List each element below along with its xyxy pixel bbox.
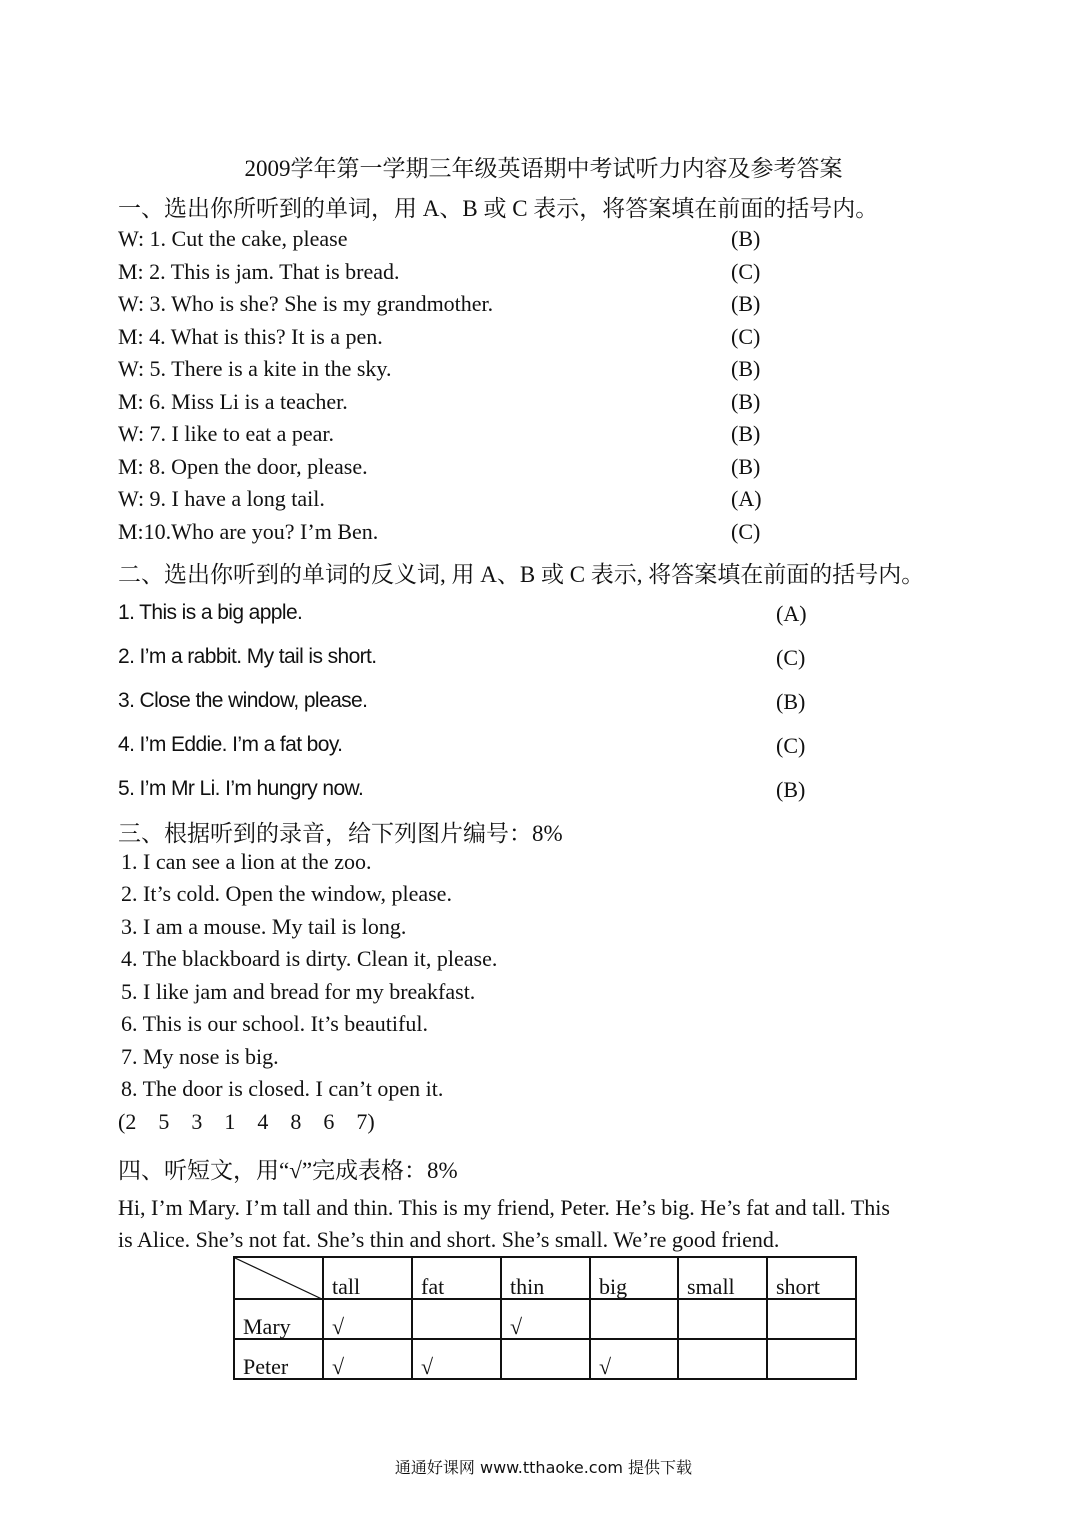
row-header: Peter (234, 1339, 323, 1379)
column-header: thin (501, 1257, 590, 1299)
section3-heading: 三、根据听到的录音，给下列图片编号：8% (118, 821, 563, 846)
section3-item: 8. The door is closed. I can’t open it. (121, 1076, 444, 1101)
section2-item-answer: (C) (776, 645, 806, 670)
section1-item-text: W: 3. Who is she? She is my grandmother. (118, 291, 494, 316)
page-title: 2009学年第一学期三年级英语期中考试听力内容及参考答案 (244, 156, 843, 181)
section1-item-text: M:10.Who are you? I’m Ben. (118, 519, 379, 544)
column-header: big (590, 1257, 678, 1299)
section3-item: 1. I can see a lion at the zoo. (121, 849, 372, 874)
table-cell (412, 1299, 501, 1339)
table-cell: √ (590, 1339, 678, 1379)
section4-paragraph-line2: is Alice. She’s not fat. She’s thin and short. She’s small. We’re good friend. (118, 1227, 780, 1252)
table-cell: √ (323, 1339, 412, 1379)
section3-item: 5. I like jam and bread for my breakfast. (121, 979, 476, 1004)
section1-item-answer: (B) (731, 356, 761, 381)
table-header-row (234, 1257, 856, 1299)
section1-item-answer: (C) (731, 519, 761, 544)
table-cell (767, 1339, 856, 1379)
section2-item-answer: (B) (776, 777, 806, 802)
section2-item-text: 2. I’m a rabbit. My tail is short. (118, 645, 377, 668)
section1-item-text: M: 2. This is jam. That is bread. (118, 259, 400, 284)
section3-answer: (2 5 3 1 4 8 6 7) (118, 1109, 375, 1134)
section1-item-answer: (B) (731, 454, 761, 479)
section4-heading: 四、听短文，用“√”完成表格：8% (118, 1158, 458, 1183)
table-cell: √ (412, 1339, 501, 1379)
section2-heading: 二、选出你听到的单词的反义词, 用 A、B 或 C 表示, 将答案填在前面的括号内。 (118, 562, 925, 587)
section3-item: 2. It’s cold. Open the window, please. (121, 881, 452, 906)
section1-item-answer: (C) (731, 324, 761, 349)
table-cell: √ (501, 1299, 590, 1339)
section3-item: 7. My nose is big. (121, 1044, 279, 1069)
section3-item: 6. This is our school. It’s beautiful. (121, 1011, 428, 1036)
section1-item-answer: (B) (731, 421, 761, 446)
answer-table (233, 1256, 857, 1380)
page-footer: 通通好课网 www.tthaoke.com 提供下载 (394, 1458, 693, 1477)
table-cell (678, 1299, 767, 1339)
section2-item-text: 3. Close the window, please. (118, 689, 368, 712)
section1-item-text: W: 1. Cut the cake, please (118, 226, 348, 251)
section1-item-text: W: 5. There is a kite in the sky. (118, 356, 392, 381)
section2-item-answer: (C) (776, 733, 806, 758)
table-cell: √ (323, 1299, 412, 1339)
column-header: small (678, 1257, 767, 1299)
section2-item-answer: (B) (776, 689, 806, 714)
section1-item-answer: (A) (731, 486, 762, 511)
section1-item-answer: (B) (731, 291, 761, 316)
section1-item-text: M: 6. Miss Li is a teacher. (118, 389, 348, 414)
row-header: Mary (234, 1299, 323, 1339)
section1-item-answer: (C) (731, 259, 761, 284)
section2-item-text: 1. This is a big apple. (118, 601, 303, 624)
table-cell (678, 1339, 767, 1379)
table-row (234, 1299, 856, 1339)
section3-item: 3. I am a mouse. My tail is long. (121, 914, 407, 939)
section2-item-text: 4. I’m Eddie. I’m a fat boy. (118, 733, 343, 756)
section2-item-text: 5. I’m Mr Li. I’m hungry now. (118, 777, 364, 800)
section1-item-text: M: 8. Open the door, please. (118, 454, 368, 479)
table-corner-cell (234, 1257, 323, 1299)
column-header: tall (323, 1257, 412, 1299)
section1-heading: 一、选出你所听到的单词，用 A、B 或 C 表示，将答案填在前面的括号内。 (118, 196, 879, 221)
table-cell (767, 1299, 856, 1339)
section4-paragraph-line1: Hi, I’m Mary. I’m tall and thin. This is my friend, Peter. He’s big. He’s fat and tall. This (118, 1195, 890, 1220)
section3-item: 4. The blackboard is dirty. Clean it, please. (121, 946, 498, 971)
section1-item-answer: (B) (731, 226, 761, 251)
section1-item-answer: (B) (731, 389, 761, 414)
section2-item-answer: (A) (776, 601, 807, 626)
diagonal-line-icon (235, 1258, 324, 1300)
section1-item-text: W: 9. I have a long tail. (118, 486, 325, 511)
table-row (234, 1339, 856, 1379)
section1-item-text: M: 4. What is this? It is a pen. (118, 324, 383, 349)
table-cell (590, 1299, 678, 1339)
column-header: short (767, 1257, 856, 1299)
table-cell (501, 1339, 590, 1379)
column-header: fat (412, 1257, 501, 1299)
section1-item-text: W: 7. I like to eat a pear. (118, 421, 335, 446)
